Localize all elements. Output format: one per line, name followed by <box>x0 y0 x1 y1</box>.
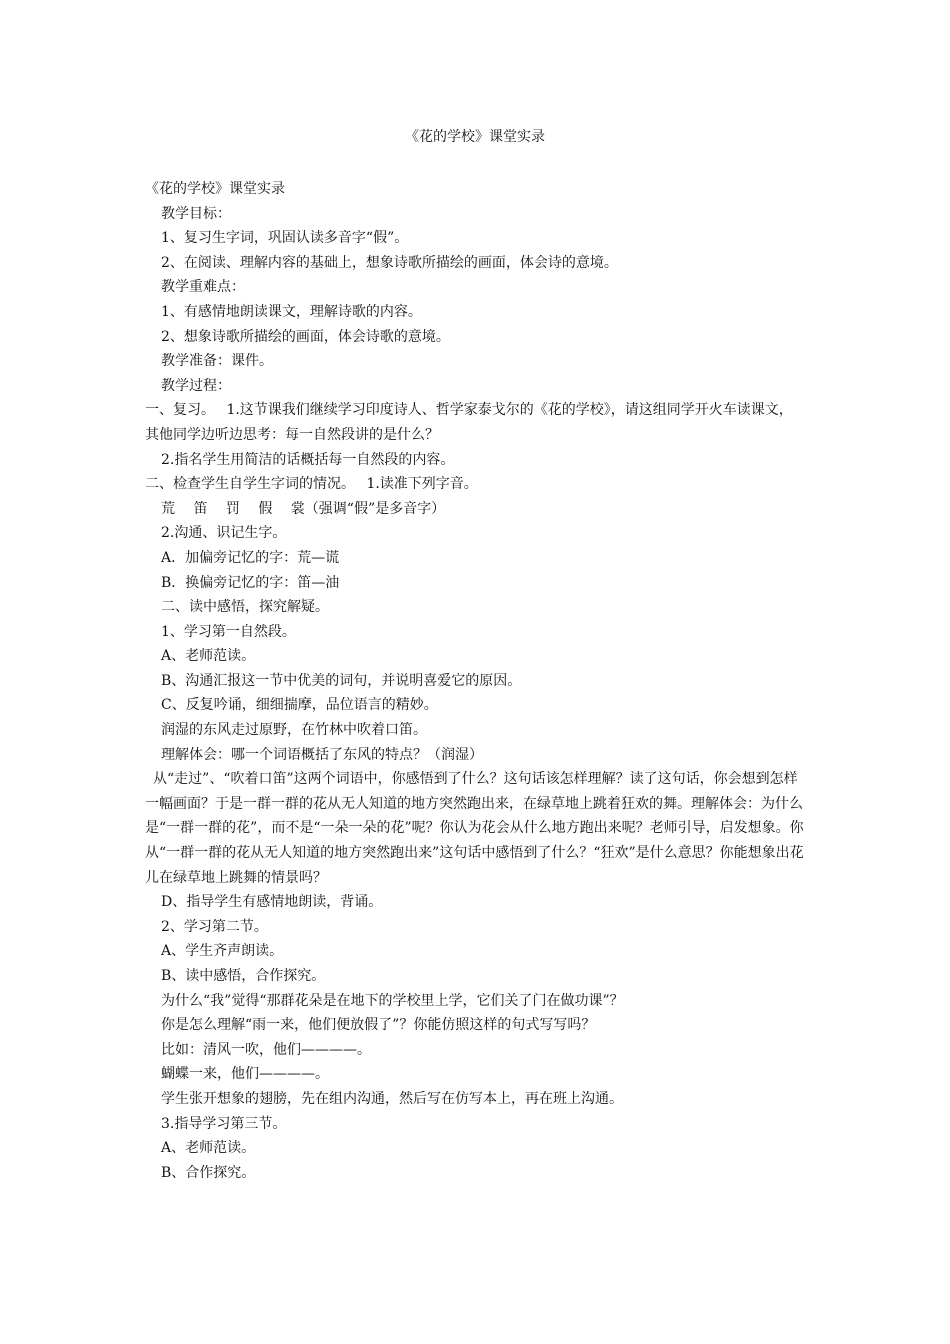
paragraph: 教学目标： <box>161 205 231 222</box>
paragraph: 教学过程： <box>161 377 231 394</box>
document-title: 《花的学校》课堂实录 <box>405 129 545 145</box>
paragraph: 教学重难点： <box>161 279 245 296</box>
paragraph: 1、学习第一自然段。 <box>161 623 296 640</box>
paragraph: 2、在阅读、理解内容的基础上，想象诗歌所描绘的画面，体会诗的意境。 <box>161 254 618 271</box>
paragraph: 荒 笛 罚 假 裳（强调“假”是多音字） <box>161 500 446 517</box>
paragraph: 一、复习。 1.这节课我们继续学习印度诗人、哲学家泰戈尔的《花的学校》，请这组同学开火车读课文，其他同学边听边思考：每一自然段讲的是什么？ <box>145 402 793 443</box>
paragraph: D、指导学生有感情地朗读，背诵。 <box>161 894 383 911</box>
paragraph: B、读中感悟，合作探究。 <box>161 968 326 984</box>
paragraph: 二、检查学生自学生字词的情况。 1.读准下列字音。 <box>145 476 478 493</box>
document-body <box>145 177 805 1185</box>
paragraph: 为什么“我”觉得“那群花朵是在地下的学校里上学，它们关了门在做功课”？ <box>161 992 624 1009</box>
paragraph: 你是怎么理解“雨一来，他们便放假了”？你能仿照这样的句式写写吗？ <box>161 1017 596 1034</box>
paragraph: B、合作探究。 <box>161 1164 256 1181</box>
paragraph: A、老师范读。 <box>161 648 256 665</box>
paragraph: 理解体会：哪一个词语概括了东风的特点？（润湿） <box>161 746 483 763</box>
paragraph: 从“走过”、“吹着口笛”这两个词语中，你感悟到了什么？这句话该怎样理解？读了这句话，你会想到怎样一幅画面？于是一群一群的花从无人知道的地方突然跑出来，在绿草地上跳着狂欢的舞。理解体会：为什么是“一群一群的花”，而不是“一朵一朵的花”呢？你认为花会从什么地方跑出来呢？老师引导，启发想象。你从“一群一群的花从无人知道的地方突然跑出来”这句话中感悟到了什么？“狂欢”是什么意思？你能想象出花儿在绿草地上跳舞的情景吗？ <box>145 771 804 886</box>
paragraph: 润湿的东风走过原野，在竹林中吹着口笛。 <box>161 722 427 739</box>
paragraph: 1、复习生字词，巩固认读多音字“假”。 <box>161 230 409 247</box>
paragraph: 1、有感情地朗读课文，理解诗歌的内容。 <box>161 303 422 320</box>
paragraph: 《花的学校》课堂实录 <box>145 181 285 197</box>
paragraph: 比如：清风一吹，他们————。 <box>161 1041 371 1058</box>
paragraph: B．换偏旁记忆的字：笛—油 <box>161 574 340 591</box>
paragraph: A、学生齐声朗读。 <box>161 943 284 960</box>
paragraph: 教学准备：课件。 <box>161 353 273 370</box>
paragraph: 2.沟通、识记生字。 <box>161 525 287 542</box>
paragraph: C、反复吟诵，细细揣摩，品位语言的精妙。 <box>161 697 438 714</box>
paragraph: 蝴蝶一来，他们————。 <box>161 1066 329 1083</box>
paragraph: 3.指导学习第三节。 <box>161 1115 287 1132</box>
paragraph: 2、学习第二节。 <box>161 918 268 935</box>
paragraph: A．加偏旁记忆的字：荒—谎 <box>161 549 340 566</box>
paragraph: 2.指名学生用简洁的话概括每一自然段的内容。 <box>161 451 455 468</box>
paragraph: B、沟通汇报这一节中优美的词句，并说明喜爱它的原因。 <box>161 672 522 689</box>
paragraph: A、老师范读。 <box>161 1140 256 1157</box>
paragraph: 学生张开想象的翅膀，先在组内沟通，然后写在仿写本上，再在班上沟通。 <box>161 1090 623 1107</box>
paragraph: 二、读中感悟，探究解疑。 <box>161 599 329 616</box>
paragraph: 2、想象诗歌所描绘的画面，体会诗歌的意境。 <box>161 328 450 345</box>
